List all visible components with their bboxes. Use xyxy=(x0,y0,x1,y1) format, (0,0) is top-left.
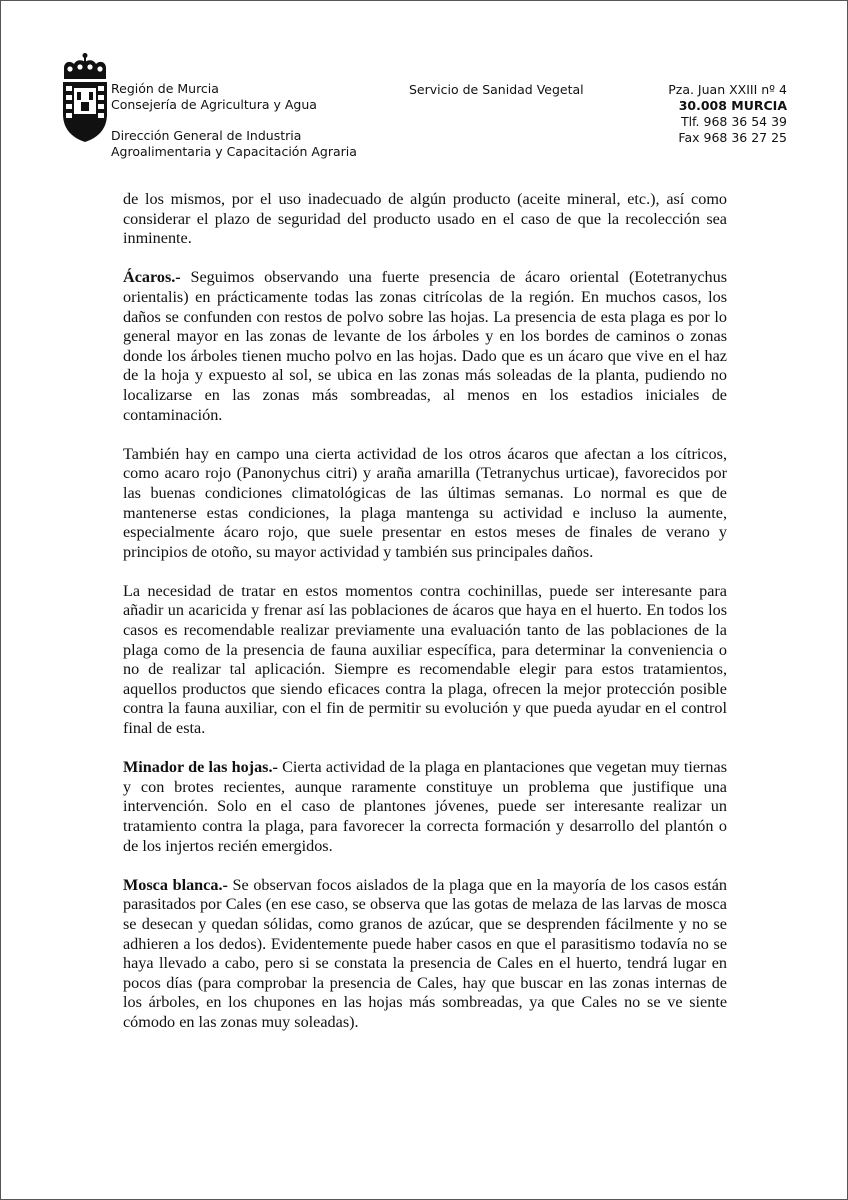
paragraph-text: La necesidad de tratar en estos momentos contra cochinillas, puede ser interesante para añadir un acaricida y frenar así las poblaciones de ácaros que haya en el huerto. En todos los casos es recomendable realizar previamente una evaluación tanto de las poblaciones de la plaga como de la presencia de fauna auxiliar específica, para determinar la conveniencia o no de realizar tal aplicación. Siempre es recomendable elegir para estos tratamientos, aquellos productos que siendo eficaces contra la plaga, ofrecen la mejor protección posible contra la fauna auxiliar, con el fin de permitir su evolución y que pueda ayudar en el control final de esta. xyxy=(123,581,727,738)
paragraph xyxy=(123,445,727,563)
paragraph xyxy=(123,876,727,1033)
directorate-name-line2: Agroalimentaria y Capacitación Agraria xyxy=(111,144,357,159)
address-phone: Tlf. 968 36 54 39 xyxy=(680,114,787,129)
paragraph-text: Seguimos observando una fuerte presencia de ácaro oriental (Eotetranychus orientalis) en prácticamente todas las zonas citrícolas de la región. En muchos casos, los daños se confunden con restos de polvo sobre las hojas. La presencia de esta plaga es por lo general mayor en las zonas de levante de los árboles y en los bordes de caminos o zonas donde los árboles tienen mucho polvo en las hojas. Dado que es un ácaro que vive en el haz de la hoja y expuesto al sol, se ubica en las zonas más soleadas de la planta, pudiendo no localizarse en las zonas más sombreadas, al menos en los estadios iniciales de contaminación. xyxy=(123,268,727,424)
address-block xyxy=(668,82,787,146)
paragraph-heading: Minador de las hojas.- xyxy=(123,758,278,777)
address-street: Pza. Juan XXIII nº 4 xyxy=(668,82,787,97)
address-fax: Fax 968 36 27 25 xyxy=(678,130,787,145)
region-coat-of-arms-icon xyxy=(60,52,110,144)
region-name: Región de Murcia xyxy=(111,81,219,96)
address-city: 30.008 MURCIA xyxy=(678,98,787,113)
paragraph xyxy=(123,190,727,249)
directorate-name: Dirección General de Industria xyxy=(111,128,302,143)
paragraph-text: Se observan focos aislados de la plaga que en la mayoría de los casos están parasitados por Cales (en ese caso, se observa que las gotas de melaza de las larvas de mosca se desecan y quedan sólidas, como granos de azúcar, que se desprenden fácilmente y no se adhieren a los dedos). Evidentemente puede haber casos en que el parasitismo todavía no se haya llevado a cabo, pero si se constata la presencia de Cales en el huerto, tendrá lugar en pocos días (para comprobar la presencia de Cales, hay que buscar en las zonas internas de los árboles, en los chupones en las hojas más sombreadas, ya que Cales no se ve siente cómodo en las zonas muy soleadas). xyxy=(123,875,727,1031)
paragraph-heading: Mosca blanca.- xyxy=(123,875,228,894)
document-body xyxy=(123,190,727,1052)
ministry-name: Consejería de Agricultura y Agua xyxy=(111,97,317,112)
paragraph xyxy=(123,758,727,856)
paragraph-text: También hay en campo una cierta actividad de los otros ácaros que afectan a los cítricos, como acaro rojo (Panonychus citri) y araña amarilla (Tetranychus urticae), favorecidos por las buenas condiciones climatológicas de las últimas semanas. Lo normal es que de mantenerse estas condiciones, la plaga mantenga su actividad e incluso la aumente, especialmente ácaro rojo, que suele presentar en estos meses de finales de verano y principios de otoño, su mayor actividad y también sus principales daños. xyxy=(123,444,727,561)
organization-block xyxy=(111,81,357,160)
paragraph-heading: Ácaros.- xyxy=(123,268,181,287)
paragraph xyxy=(123,582,727,739)
paragraph-text: Cierta actividad de la plaga en plantaciones que vegetan muy tiernas y con brotes recientes, aunque raramente constituye un problema que justifique una intervención. Solo en el caso de plantones jóvenes, puede ser interesante realizar un tratamiento contra la plaga, para favorecer la correcta formación y desarrollo del plantón o de los injertos recién emergidos. xyxy=(123,758,727,855)
paragraph xyxy=(123,268,727,425)
paragraph-text: de los mismos, por el uso inadecuado de algún producto (aceite mineral, etc.), así como considerar el plazo de seguridad del producto usado en el caso de que la recolección sea inminente. xyxy=(123,190,727,248)
service-name: Servicio de Sanidad Vegetal xyxy=(409,82,584,97)
